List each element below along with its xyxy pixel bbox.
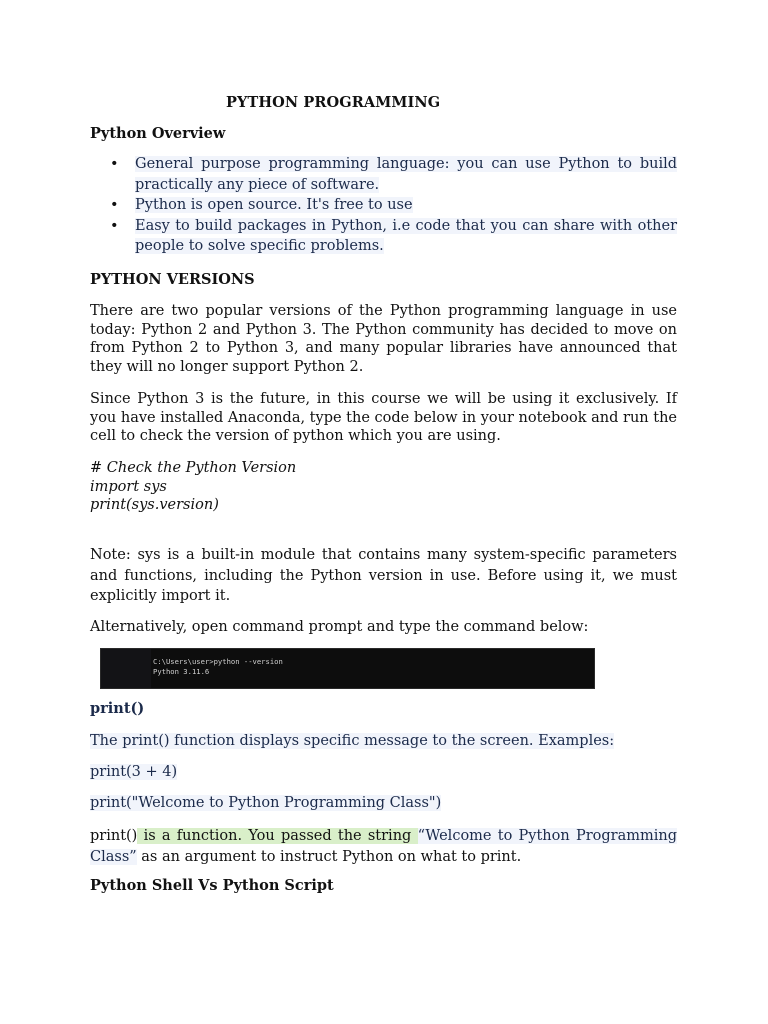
list-item: • General purpose programming language: you can use Python to build practically any piece of software. — [110, 156, 677, 193]
note-paragraph: Note: sys is a built-in module that contains many system-specific parameters and functions, including the Python version in use. Before using it, we must explicitly import it. — [90, 547, 677, 604]
overview-bullet-list — [90, 154, 677, 257]
terminal-command-line: C:\Users\user>python --version — [153, 657, 283, 666]
versions-heading: PYTHON VERSIONS — [90, 271, 255, 288]
overview-heading: Python Overview — [90, 125, 226, 142]
alternative-paragraph: Alternatively, open command prompt and type the command below: — [90, 619, 589, 635]
versions-paragraph-2: Since Python 3 is the future, in this course we will be using it exclusively. If you have installed Anaconda, type the code below in your notebook and run the cell to check the version of python which you are using. — [90, 391, 677, 444]
print-heading: print() — [90, 700, 145, 717]
bullet-icon: • — [110, 156, 119, 172]
print-description: The print() function displays specific message to the screen. Examples: — [90, 733, 615, 749]
code-line: import sys — [90, 479, 167, 495]
print-example-2: print("Welcome to Python Programming Class") — [90, 795, 442, 811]
command-prompt-screenshot — [100, 648, 595, 689]
bullet-icon: • — [110, 197, 119, 213]
code-line: print(sys.version) — [90, 497, 219, 513]
print-explanation: print() is a function. You passed the string “Welcome to Python Programming Class” as an argument to instruct Python on what to print. — [90, 828, 677, 865]
code-line: # Check the Python Version — [90, 460, 297, 476]
page-title: PYTHON PROGRAMMING — [226, 94, 441, 111]
terminal-gutter — [101, 649, 151, 688]
text-cursor-highlight: is a function. You passed the string — [137, 828, 418, 844]
list-item: • Python is open source. It's free to use — [90, 195, 677, 216]
shell-vs-script-heading: Python Shell Vs Python Script — [90, 877, 334, 894]
terminal-output-line: Python 3.11.6 — [153, 667, 210, 676]
bullet-icon: • — [110, 217, 119, 234]
list-item: • Easy to build packages in Python, i.e code that you can share with other people to solve specific problems. — [110, 217, 677, 254]
versions-paragraph-1: There are two popular versions of the Python programming language in use today: Python 2 and Python 3. The Python community has decided to move on from Python 2 to Python 3, and many popular libraries have announced that they will no longer support Python 2. — [90, 303, 677, 375]
print-example-1: print(3 + 4) — [90, 764, 178, 780]
